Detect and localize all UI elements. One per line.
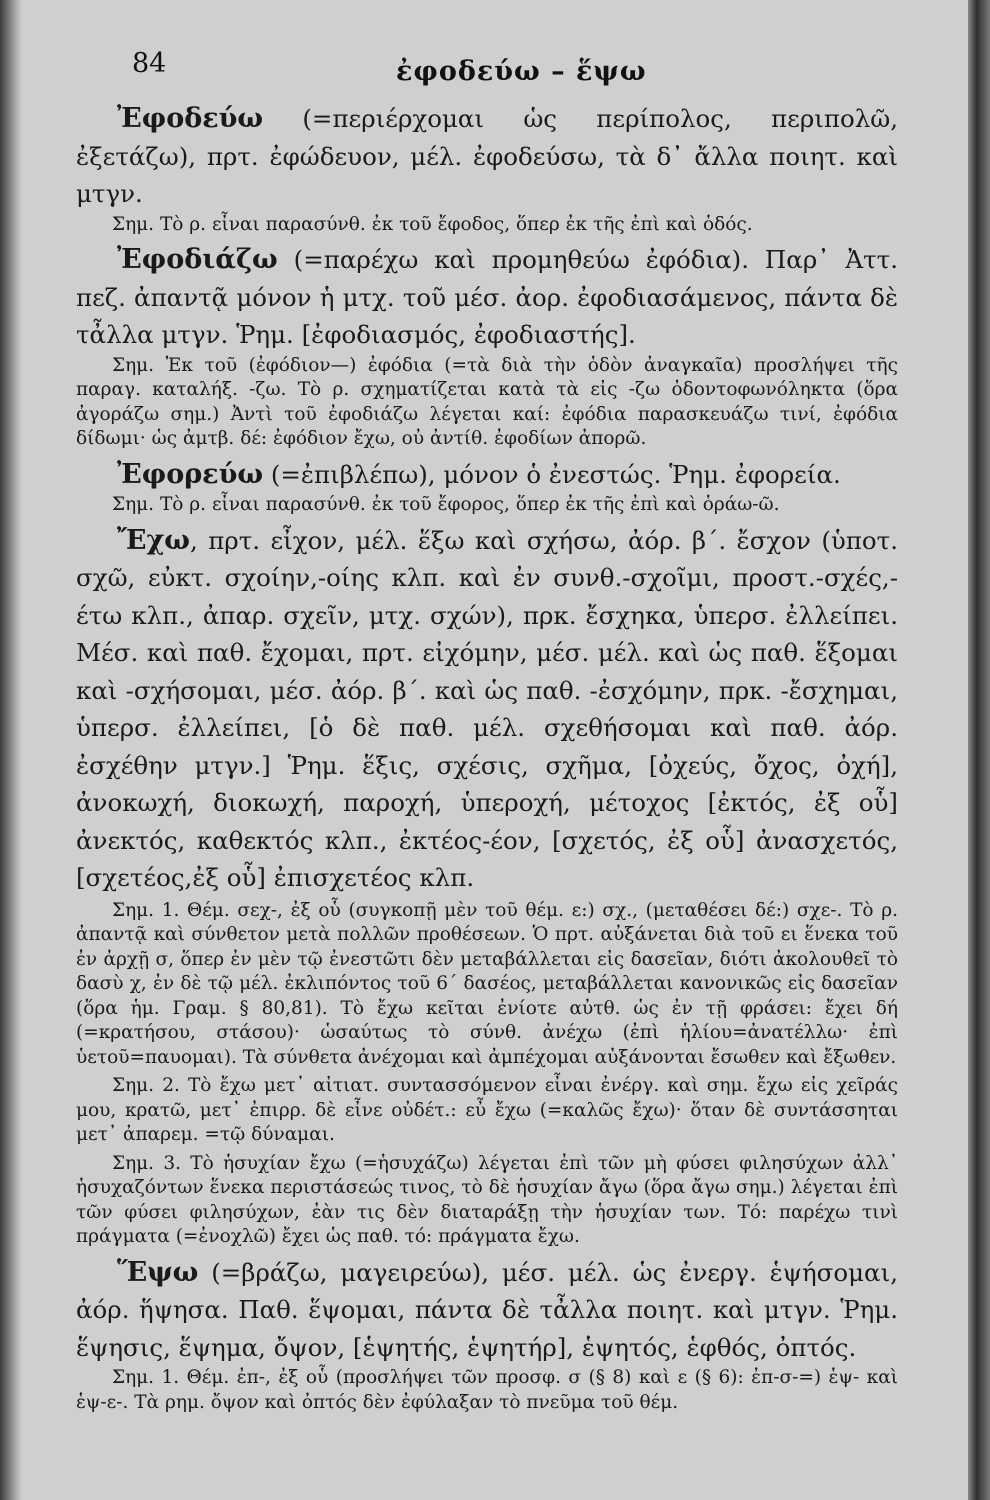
entry-body: (=ἐπιβλέπω), μόνον ὁ ἐνεστώς. Ῥημ. ἐφορεία. — [263, 459, 841, 489]
headword: Ἕψω — [117, 1256, 199, 1288]
page-number: 84 — [132, 48, 167, 79]
note: Σημ. Τὸ ρ. εἶναι παρασύνθ. ἐκ τοῦ ἔφορος, ὅπερ ἐκ τῆς ἐπὶ καὶ ὁράω-ῶ. — [112, 494, 780, 515]
entry-body: (=παρέχω καὶ προμηθεύω ἐφόδια). Παρ᾽ Ἀττ. πεζ. ἀπαντᾷ μόνον ἡ μτχ. τοῦ μέσ. ἀορ. ἐφοδιασάμενος, πάντα δὲ τἆλλα μτγν. Ῥημ. [ἐφοδιασμός, ἐφοδιαστής]. — [76, 245, 898, 349]
entry-body: (=περιέρχομαι ὡς περίπολος, περιπολῶ, ἐξετάζω), πρτ. ἐφώδευον, μέλ. ἐφοδεύσω, τὰ δ᾽ ἄλλα ποιητ. καὶ μτγν. — [76, 104, 898, 208]
note: Σημ. 2. Τὸ ἔχω μετ᾽ αἰτιατ. συντασσόμενον εἶναι ἐνέργ. καὶ σημ. ἔχω εἰς χεῖράς μου, κρατῶ, μετ᾽ ἐπιρρ. δὲ εἶνε οὐδέτ.: εὖ ἔχω (=καλῶς ἔχω)· ὅταν δὲ συντάσσηται μετ᾽ ἀπαρεμ. =τῷ δύναμαι. — [76, 1075, 898, 1145]
entry-efodiazo — [76, 241, 898, 354]
entry-body: , πρτ. εἶχον, μέλ. ἕξω καὶ σχήσω, ἀόρ. β΄. ἔσχον (ὑποτ. σχῶ, εὐκτ. σχοίην,-οίης κλπ. καὶ ἐν συνθ.-σχοῖμι, προστ.-σχές,-έτω κλπ., ἀπαρ. σχεῖν, μτχ. σχών), πρκ. ἔσχηκα, ὑπερσ. ἐλλείπει. Μέσ. καὶ παθ. ἔχομαι, πρτ. εἰχόμην, μέσ. μέλ. καὶ ὡς παθ. ἕξομαι καὶ -σχήσομαι, μέσ. ἀόρ. β΄. καὶ ὡς παθ. -ἐσχόμην, πρκ. -ἔσχημαι, ὑπερσ. ἐλλείπει, [ὁ δὲ παθ. μέλ. σχεθήσομαι καὶ παθ. ἀόρ. ἐσχέθην μτγν.] Ῥημ. ἕξις, σχέσις, σχῆμα, [ὀχεύς, ὄχος, ὀχή], ἀνοκωχή, διοκωχή, παροχή, ὑπεροχή, μέτοχος [ἐκτός, ἐξ οὗ] ἀνεκτός, καθεκτός κλπ., ἐκτέος-έον, [σχετός, ἐξ οὗ] ἀνασχετός, [σχετέος,ἐξ οὗ] ἐπισχετέος κλπ. — [76, 525, 898, 892]
headword: Ἐφοδιάζω — [117, 244, 278, 275]
page-edge — [968, 0, 990, 1500]
note: Σημ. 1. Θέμ. σεχ-, ἐξ οὗ (συγκοπῇ μὲν τοῦ θέμ. ε:) σχ., (μεταθέσει δέ:) σχε-. Τὸ ρ. ἀπαντᾷ καὶ σύνθετον μετὰ πολλῶν προθέσεων. Ὁ πρτ. αὐξάνεται διὰ τοῦ ει ἕνεκα τοῦ ἐν ἀρχῇ σ, ὅπερ ἐν μὲν τῷ ἐνεστῶτι δὲν μεταβάλλεται εἰς δασεῖαν, διότι ἀκολουθεῖ τὸ δασὺ χ, ἐν δὲ τῷ μέλ. ἐκλιπόντος τοῦ 6΄ δασέος, μεταβάλλεται κανονικῶς εἰς δασεῖαν (ὅρα ἡμ. Γραμ. § 80,81). Τὸ ἔχω κεῖται ἐνίοτε αὐτθ. ὡς ἐν τῇ φράσει: ἔχει δή (=κρατήσου, στάσου)· ὡσαύτως τὸ σύνθ. ἀνέχω (ἐπὶ ἡλίου=ἀνατέλλω· ἐπὶ ὑετοῦ=παυομαι). Τὰ σύνθετα ἀνέχομαι καὶ ἀμπέχομαι αὐξάνονται ἔσωθεν καὶ ἔξωθεν. — [76, 899, 898, 1068]
entry-body: (=βράζω, μαγειρεύω), μέσ. μέλ. ὡς ἐνεργ. ἑψήσομαι, ἀόρ. ἥψησα. Παθ. ἕψομαι, πάντα δὲ τἆλλα ποιητ. καὶ μτγν. Ῥημ. ἕψησις, ἕψημα, ὄψον, [ἑψητής, ἑψητήρ], ἑψητός, ἑφθός, ὀπτός. — [76, 1257, 898, 1362]
binding-shadow — [0, 0, 22, 1500]
note: Σημ. Ἐκ τοῦ (ἐφόδιον—) ἐφόδια (=τὰ διὰ τὴν ὁδὸν ἀναγκαῖα) προσλήψει τῆς παραγ. καταλήξ. -ζω. Τὸ ρ. σχηματίζεται κατὰ τὰ εἰς -ζω ὀδοντοφωνόληκτα (ὅρα ἀγοράζω σημ.) Ἀντὶ τοῦ ἐφοδιάζω λέγεται καί: ἐφόδια παρασκευάζω τινί, ἐφόδια δίδωμι· ὡς ἀμτβ. δέ: ἐφόδιον ἔχω, οὐ ἀντίθ. ἐφοδίων ἀπορῶ. — [76, 354, 898, 449]
headword: Ἔχω — [117, 524, 190, 556]
entry-efodeuo — [76, 100, 898, 213]
note: Σημ. Τὸ ρ. εἶναι παρασύνθ. ἐκ τοῦ ἔφοδος, ὅπερ ἐκ τῆς ἐπὶ καὶ ὁδός. — [112, 213, 753, 235]
dictionary-text — [76, 100, 898, 1419]
headword: Ἐφορεύω — [117, 458, 264, 490]
entry-echo — [76, 522, 898, 897]
headword: Ἐφοδεύω — [117, 103, 264, 134]
note: Σημ. 3. Τὸ ἡσυχίαν ἔχω (=ἡσυχάζω) λέγεται ἐπὶ τῶν μὴ φύσει φιλησύχων ἀλλ᾽ ἡσυχαζόντων ἕνεκα περιστάσεώς τινος, τὸ δὲ ἡσυχίαν ἄγω (ὅρα ἄγω σημ.) λέγεται ἐπὶ τῶν φύσει φιλησύχων, ἐὰν τις δὲν διαταράξῃ τὴν ἡσυχίαν των. Τό: παρέχω τινὶ πράγματα (=ἐνοχλῶ) ἔχει ὡς παθ. τό: πράγματα ἔχω. — [76, 1152, 898, 1247]
running-head: ἐφοδεύω – ἕψω — [396, 56, 647, 87]
note: Σημ. 1. Θέμ. ἐπ-, ἐξ οὗ (προσλήψει τῶν προσφ. σ (§ 8) καὶ ε (§ 6): ἐπ-σ-=) ἑψ- καὶ ἑψ-ε-. Τὰ ρημ. ὄψον καὶ ὀπτός δὲν ἐφύλαξαν τὸ πνεῦμα τοῦ θέμ. — [76, 1367, 898, 1413]
entry-eforeuo — [76, 456, 898, 494]
entry-epso — [76, 1254, 898, 1367]
